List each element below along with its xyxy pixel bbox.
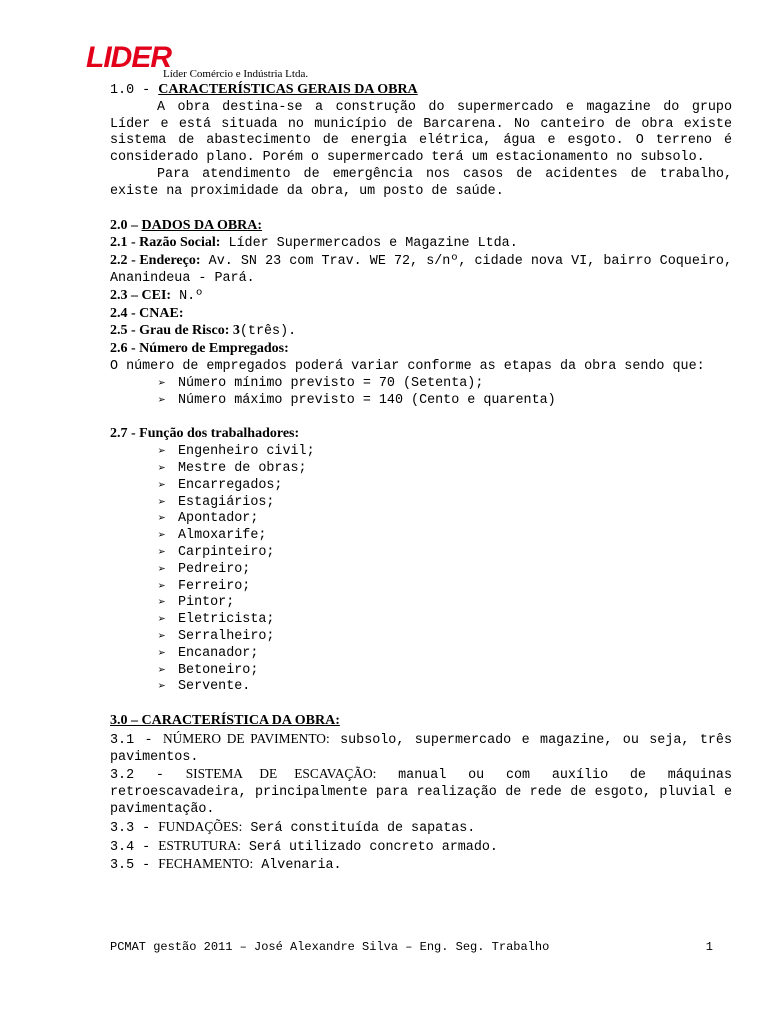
list-item: ➢ Almoxarife; [158, 528, 267, 544]
arrow-bullet-icon: ➢ [158, 460, 166, 476]
section-1-paragraph-1: A obra destina-se a construção do supermercado e magazine do grupo Líder e está situada no município de Barcarena. No canteiro de obra existe sistema de abastecimento de energia elétrica, água e esgoto. O terreno é considerado plano. Porém o supermercado terá um estacionamento no subsolo. [110, 99, 732, 166]
arrow-bullet-icon: ➢ [158, 477, 166, 493]
arrow-bullet-icon: ➢ [158, 392, 166, 408]
arrow-bullet-icon: ➢ [158, 679, 166, 695]
list-item: ➢ Servente. [158, 679, 251, 695]
list-item: ➢ Apontador; [158, 511, 259, 527]
list-item: ➢ Carpinteiro; [158, 544, 275, 560]
arrow-bullet-icon: ➢ [158, 628, 166, 644]
section-2-heading: 2.0 – DADOS DA OBRA: [110, 217, 263, 233]
arrow-bullet-icon: ➢ [158, 511, 166, 527]
list-item: ➢ Encanador; [158, 645, 259, 661]
arrow-bullet-icon: ➢ [158, 375, 166, 391]
list-item: ➢ Pedreiro; [158, 561, 251, 577]
item-3-4: 3.4 - ESTRUTURA: Será utilizado concreto armado. [110, 837, 498, 855]
lider-logo [86, 40, 171, 74]
list-item: ➢ Número mínimo previsto = 70 (Setenta); [158, 375, 484, 391]
list-item: ➢ Estagiários; [158, 494, 275, 510]
document-body [110, 82, 732, 875]
arrow-bullet-icon: ➢ [158, 444, 166, 460]
item-3-5: 3.5 - FECHAMENTO: Alvenaria. [110, 856, 342, 874]
section-1-paragraph-2: Para atendimento de emergência nos casos de acidentes de trabalho, existe na proximidade da obra, um posto de saúde. [110, 166, 732, 199]
page-footer [110, 940, 713, 954]
arrow-bullet-icon: ➢ [158, 578, 166, 594]
cnae: 2.4 - CNAE: [110, 305, 184, 321]
section-3-heading: 3.0 – CARACTERÍSTICA DA OBRA: [110, 713, 340, 729]
list-item: ➢ Betoneiro; [158, 662, 259, 678]
item-3-3: 3.3 - FUNDAÇÕES: Será constituída de sapatas. [110, 818, 476, 836]
funcao-list [110, 444, 732, 696]
list-item: ➢ Engenheiro civil; [158, 444, 315, 460]
numero-empregados: 2.6 - Número de Empregados: [110, 341, 289, 357]
funcao-heading: 2.7 - Função dos trabalhadores: [110, 426, 300, 442]
arrow-bullet-icon: ➢ [158, 645, 166, 661]
footer-text: PCMAT gestão 2011 – José Alexandre Silva – Eng. Seg. Trabalho [110, 940, 550, 954]
company-name: Líder Comércio e Indústria Ltda. [163, 68, 309, 80]
empregados-list [110, 376, 732, 410]
item-3-1: 3.1 - NÚMERO DE PAVIMENTO: subsolo, supermercado e magazine, ou seja, três pavimentos. [110, 730, 733, 765]
cei: 2.3 – CEI: N.º [110, 287, 204, 304]
arrow-bullet-icon: ➢ [158, 528, 166, 544]
grau-risco: 2.5 - Grau de Risco: 3(três). [110, 323, 297, 340]
list-item: ➢ Número máximo previsto = 140 (Cento e quarenta) [158, 392, 556, 408]
arrow-bullet-icon: ➢ [158, 561, 166, 577]
list-item: ➢ Pintor; [158, 595, 235, 611]
logo-text: LIDER [86, 41, 171, 74]
razao-social: 2.1 - Razão Social: Líder Supermercados e Magazine Ltda. [110, 235, 518, 252]
empregados-text: O número de empregados poderá variar conforme as etapas da obra sendo que: [110, 358, 705, 374]
list-item: ➢ Serralheiro; [158, 628, 275, 644]
arrow-bullet-icon: ➢ [158, 494, 166, 510]
list-item: ➢ Mestre de obras; [158, 460, 307, 476]
section-1-heading: 1.0 - CARACTERÍSTICAS GERAIS DA OBRA [110, 82, 418, 98]
arrow-bullet-icon: ➢ [158, 595, 166, 611]
arrow-bullet-icon: ➢ [158, 544, 166, 560]
endereco: 2.2 - Endereço: Av. SN 23 com Trav. WE 72, s/nº, cidade nova VI, bairro Coqueiro, Ananindeua - Pará. [110, 253, 732, 286]
item-3-2: 3.2 - SISTEMA DE ESCAVAÇÃO: manual ou com auxílio de máquinas retroescavadeira, principalmente para realização de rede de esgoto, pluvial e pavimentação. [110, 766, 733, 818]
list-item: ➢ Ferreiro; [158, 578, 251, 594]
list-item: ➢ Eletricista; [158, 612, 275, 628]
arrow-bullet-icon: ➢ [158, 612, 166, 628]
list-item: ➢ Encarregados; [158, 477, 283, 493]
page-number: 1 [705, 940, 713, 954]
arrow-bullet-icon: ➢ [158, 662, 166, 678]
